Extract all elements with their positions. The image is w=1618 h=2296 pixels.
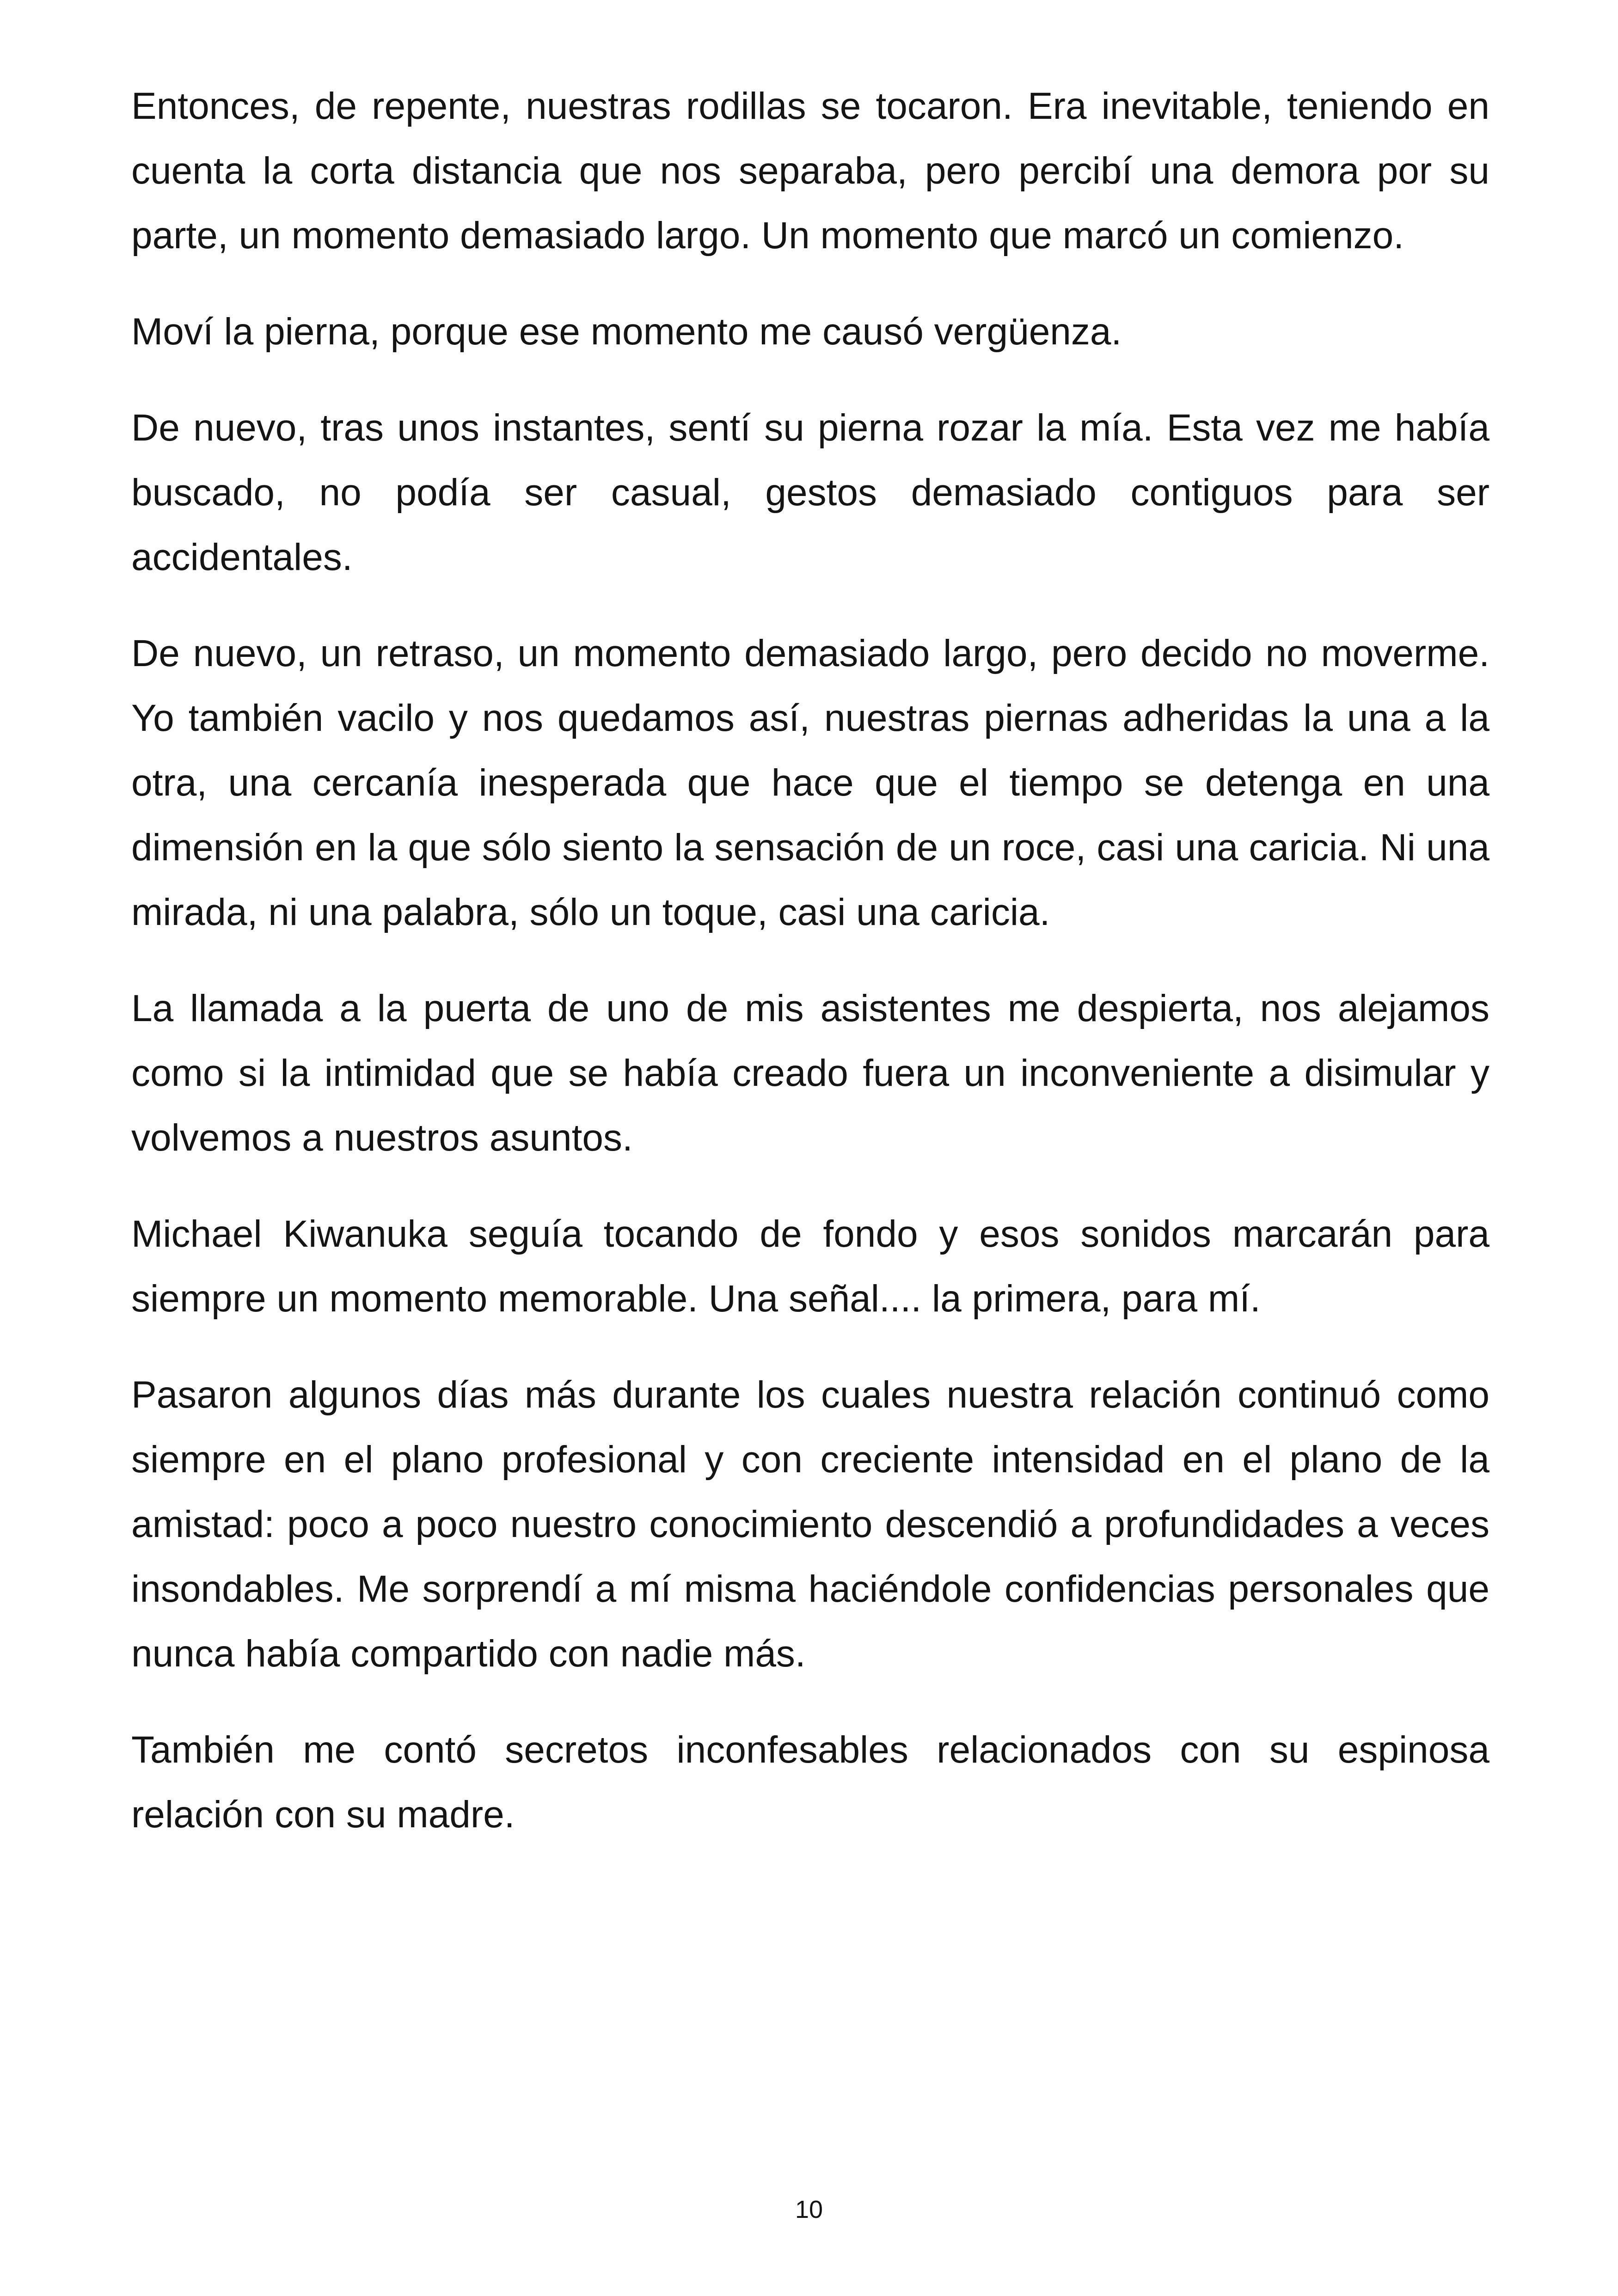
paragraph-1: Entonces, de repente, nuestras rodillas se tocaron. Era inevitable, teniendo en cuenta la corta distancia que nos separaba, pero percibí una demora por su parte, un momento demasiado largo. Un momento que marcó un comienzo.: [131, 85, 1489, 257]
page-number: 10: [795, 2196, 823, 2223]
paragraph-6: Michael Kiwanuka seguía tocando de fondo y esos sonidos marcarán para siempre un momento memorable. Una señal.... la primera, para mí.: [131, 1213, 1489, 1320]
paragraph-4: De nuevo, un retraso, un momento demasiado largo, pero decido no moverme. Yo también vacilo y nos quedamos así, nuestras piernas adheridas la una a la otra, una cercanía inesperada que hace que el tiempo se detenga en una dimensión en la que sólo siento la sensación de un roce, casi una caricia. Ni una mirada, ni una palabra, sólo un toque, casi una caricia.: [131, 632, 1489, 933]
paragraph-5: La llamada a la puerta de uno de mis asistentes me despierta, nos alejamos como si la intimidad que se había creado fuera un inconveniente a disimular y volvemos a nuestros asuntos.: [131, 987, 1489, 1159]
body-text: [131, 74, 1489, 1879]
paragraph-3: De nuevo, tras unos instantes, sentí su pierna rozar la mía. Esta vez me había buscado, no podía ser casual, gestos demasiado contiguos para ser accidentales.: [131, 407, 1489, 578]
paragraph-7: Pasaron algunos días más durante los cuales nuestra relación continuó como siempre en el plano profesional y con creciente intensidad en el plano de la amistad: poco a poco nuestro conocimiento descendió a profundidades a veces insondables. Me sorprendí a mí misma haciéndole confidencias personales que nunca había compartido con nadie más.: [131, 1374, 1489, 1675]
paragraph-2: Moví la pierna, porque ese momento me causó vergüenza.: [131, 311, 1122, 353]
paragraph-8: También me contó secretos inconfesables relacionados con su espinosa relación con su madre.: [131, 1729, 1489, 1836]
